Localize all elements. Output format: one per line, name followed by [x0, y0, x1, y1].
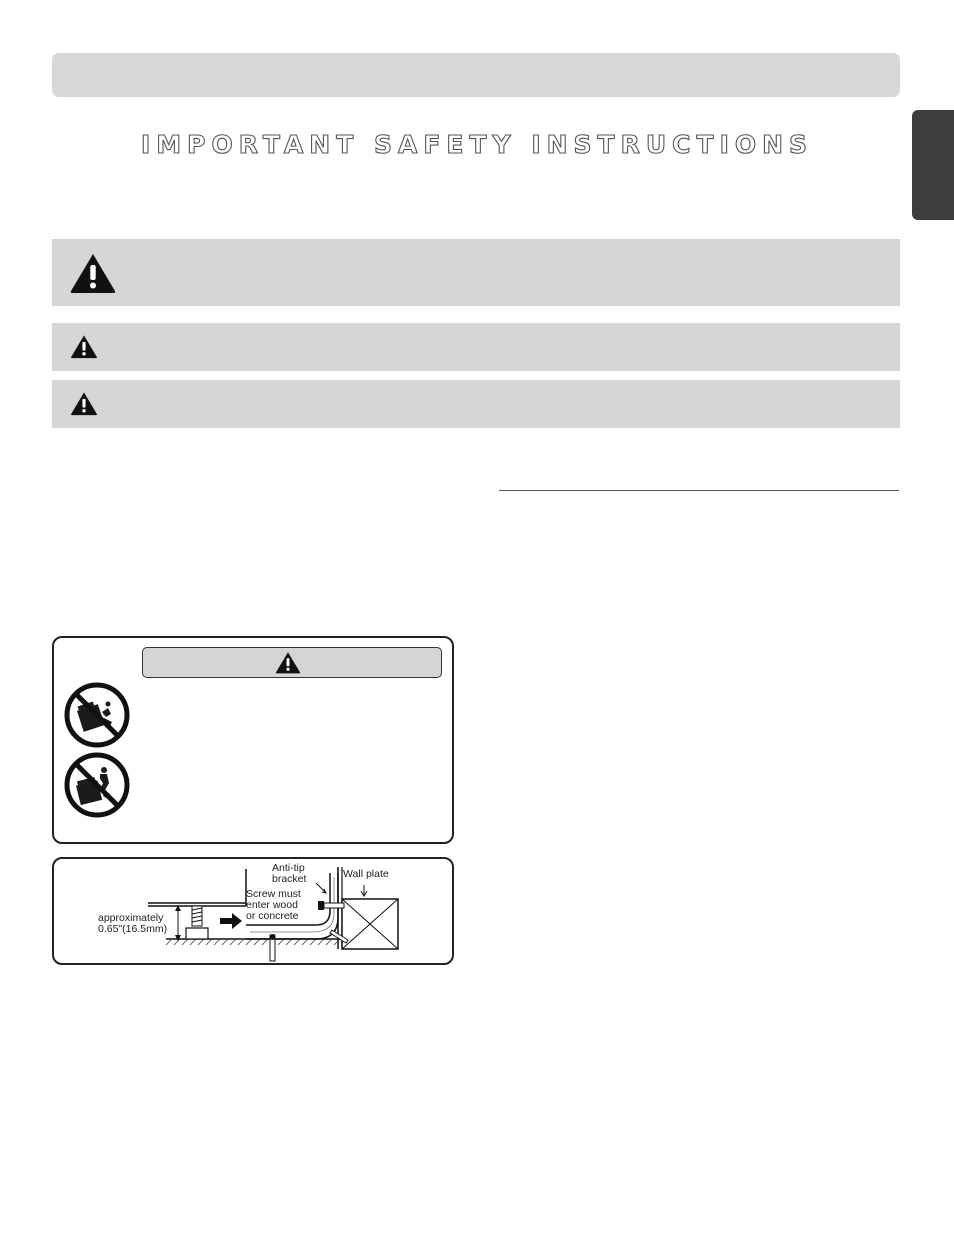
- page-title: IMPORTANT SAFETY INSTRUCTIONS: [140, 130, 814, 159]
- warning-label: [142, 647, 442, 678]
- header-bar: [52, 53, 900, 97]
- caution-banner: [52, 380, 900, 428]
- warning-triangle-icon: [275, 651, 301, 674]
- section-divider: [499, 490, 899, 491]
- warning-banner: [52, 323, 900, 371]
- no-tipping-prohibition-icon: [64, 682, 130, 748]
- warning-triangle-icon: [70, 334, 98, 359]
- tip-over-warning-box: [52, 636, 454, 844]
- warning-triangle-icon: [69, 252, 117, 294]
- safety-message-banner: [52, 239, 900, 306]
- anti-tip-bracket-diagram: [52, 857, 454, 965]
- screw-instruction-label: Screw must enter wood or concrete: [246, 888, 301, 922]
- leg-clearance-label: approximately 0.65"(16.5mm): [98, 912, 168, 935]
- warning-triangle-icon: [70, 391, 98, 416]
- anti-tip-bracket-label: Anti-tip bracket: [272, 862, 307, 885]
- section-tab: [912, 110, 954, 220]
- wall-plate-label: Wall plate: [343, 868, 389, 880]
- no-climbing-prohibition-icon: [64, 752, 130, 818]
